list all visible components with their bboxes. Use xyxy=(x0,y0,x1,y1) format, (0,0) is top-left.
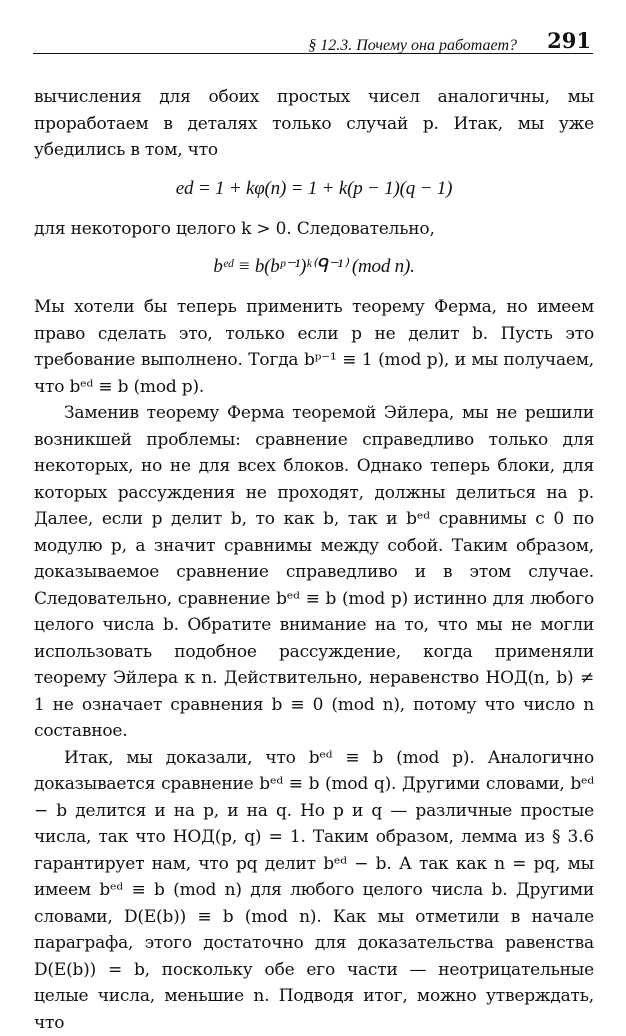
page-number: 291 xyxy=(547,28,591,53)
page-header xyxy=(33,25,593,55)
paragraph-4: Заменив теорему Ферма теоремой Эйлера, мы не решили возникшей проблемы: сравнение справедливо только для некоторых, но не для всех блоков. Однако теперь блоки, для которых рассуждения не проходят, должны делиться на p. Далее, если p делит b, то как b, так и bᵉᵈ сравнимы с 0 по модулю p, а значит сравнимы между собой. Таким образом, доказываемое сравнение справедливо и в этом случае. Следовательно, сравнение bᵉᵈ ≡ b (mod p) истинно для любого целого числа b. Обратите внимание на то, что мы не могли использовать подобное рассуждение, когда применяли теорему Эйлера к n. Действительно, неравенство НОД(n, b) ≠ 1 не означает сравнения b ≡ 0 (mod n), потому что число n составное. xyxy=(34,400,594,745)
paragraph-1: вычисления для обоих простых чисел аналогичны, мы проработаем в деталях только случай p. Итак, мы уже убедились в том, что xyxy=(34,84,594,164)
paragraph-2: для некоторого целого k > 0. Следовательно, xyxy=(34,216,594,243)
header-rule xyxy=(33,53,593,54)
running-title: § 12.3. Почему она работает? xyxy=(308,37,517,55)
formula-ed: ed = 1 + kφ(n) = 1 + k(p − 1)(q − 1) xyxy=(34,174,594,204)
paragraph-5: Итак, мы доказали, что bᵉᵈ ≡ b (mod p). Аналогично доказывается сравнение bᵉᵈ ≡ b (mod q). Другими словами, bᵉᵈ − b делится и на p, и на q. Но p и q — различные простые числа, так что НОД(p, q) = 1. Таким образом, лемма из § 3.6 гарантирует нам, что pq делит bᵉᵈ − b. А так как n = pq, мы имеем bᵉᵈ ≡ b (mod n) для любого целого числа b. Другими словами, D(E(b)) ≡ b (mod n). Как мы отметили в начале параграфа, этого достаточно для доказательства равенства D(E(b)) = b, поскольку обе его части — неотрицательные целые числа, меньшие n. Подводя итог, можно утверждать, что xyxy=(34,745,594,1036)
paragraph-3: Мы хотели бы теперь применить теорему Ферма, но имеем право сделать это, только если p не делит b. Пусть это требование выполнено. Тогда bᵖ⁻¹ ≡ 1 (mod p), и мы получаем, что bᵉᵈ ≡ b (mod p). xyxy=(34,294,594,400)
page-body xyxy=(34,84,594,1036)
formula-bed: bᵉᵈ ≡ b(bᵖ⁻¹)ᵏ⁽ᑫ⁻¹⁾ (mod n). xyxy=(34,252,594,282)
